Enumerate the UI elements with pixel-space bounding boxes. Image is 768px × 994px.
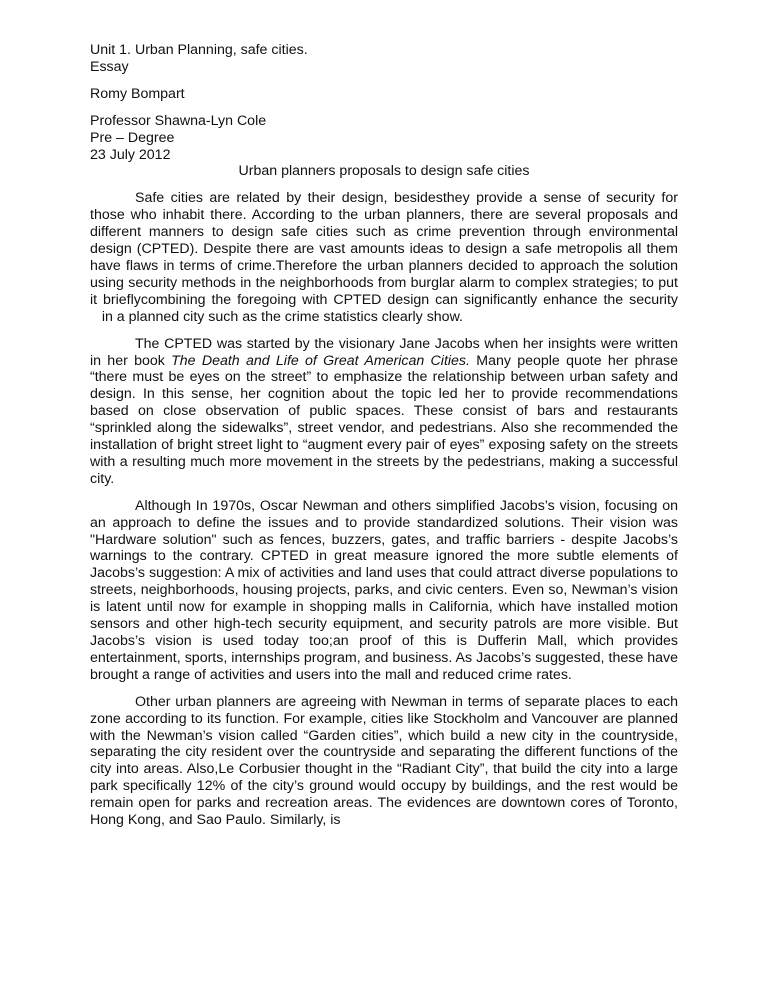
paragraph-2-text-a: The CPTED was started by the visionary Jane Jacobs when her insights were written in her book (90, 335, 678, 369)
essay-date: 23 July 2012 (90, 146, 171, 163)
unit-line: Unit 1. Urban Planning, safe cities. (90, 42, 308, 58)
spacer (90, 103, 678, 113)
paragraph-2 (90, 336, 678, 488)
professor-name: Professor Shawna-Lyn Cole (90, 112, 267, 129)
essay-title: Urban planners proposals to design safe cities (238, 163, 530, 180)
book-title: The Death and Life of Great American Cities. (171, 352, 470, 369)
paragraph-3: Although In 1970s, Oscar Newman and others simplified Jacobs’s vision, focusing on an approach to define the issues and to provide standardized solutions. Their vision was "Hardware solution" such as fences, buzzers, gates, and traffic barriers - despite Jacobs’s warnings to the contrary. CPTED in great measure ignored the more subtle elements of Jacobs’s suggestion: A mix of activities and land uses that could attract diverse populations to streets, neighborhoods, housing projects, parks, and civic centers. Even so, Newman’s vision is latent until now for example in shopping malls in California, which have installed motion sensors and other high-tech security equipment, and security patrols are more visible. But Jacobs’s vision is used today too;an proof of this is Dufferin Mall, which provides entertainment, sports, internships program, and business. As Jacobs’s suggested, these have brought a range of activities and users into the mall and reduced crime rates. (90, 497, 678, 683)
paragraph-4: Other urban planners are agreeing with Newman in terms of separate places to each zone according to its function. For example, cities like Stockholm and Vancouver are planned with the Newman’s vision called “Garden cities”, which build a new city in the countryside, separating the city resident over the countryside and separating the different functions of the city into areas. Also,Le Corbusier thought in the “Radiant City”, that build the city into a large park specifically 12% of the city’s ground would occupy by buildings, and the rest would be remain open for parks and recreation areas. The evidences are downtown cores of Toronto, Hong Kong, and Sao Paulo. Similarly, is (90, 693, 678, 829)
paragraph-1: Safe cities are related by their design, besidesthey provide a sense of security for those who inhabit there. According to the urban planners, there are several proposals and different manners to design safe cities such as crime prevention through environmental design (CPTED). Despite there are vast amounts ideas to design a safe metropolis all them have flaws in terms of crime.Therefore the urban planners decided to approach the solution using security methods in the neighborhoods from burglar alarm to complex strategies; to put it brieflycombining the foregoing with CPTED design can significantly enhance the security in a planned city such as the crime statistics clearly show. (90, 190, 678, 325)
spacer (90, 76, 678, 86)
author-name: Romy Bompart (90, 85, 185, 102)
paragraph-2-text-b: Many people quote her phrase “there must be eyes on the street” to emphasize the relationship between urban safety and design. In this sense, her cognition about the topic led her to provide recommendations based on close observation of public spaces. These consist of bars and restaurants “sprinkled along the sidewalks”, street vendor, and pedestrians. Also she recommended the installation of bright street light to “augment every pair of eyes” exposing safety on the streets with a resulting much more movement in the streets by the pedestrians, making a successful city. (90, 352, 679, 487)
document-page (90, 42, 678, 839)
course-name: Pre – Degree (90, 129, 175, 146)
essay-type-line: Essay (90, 58, 129, 75)
